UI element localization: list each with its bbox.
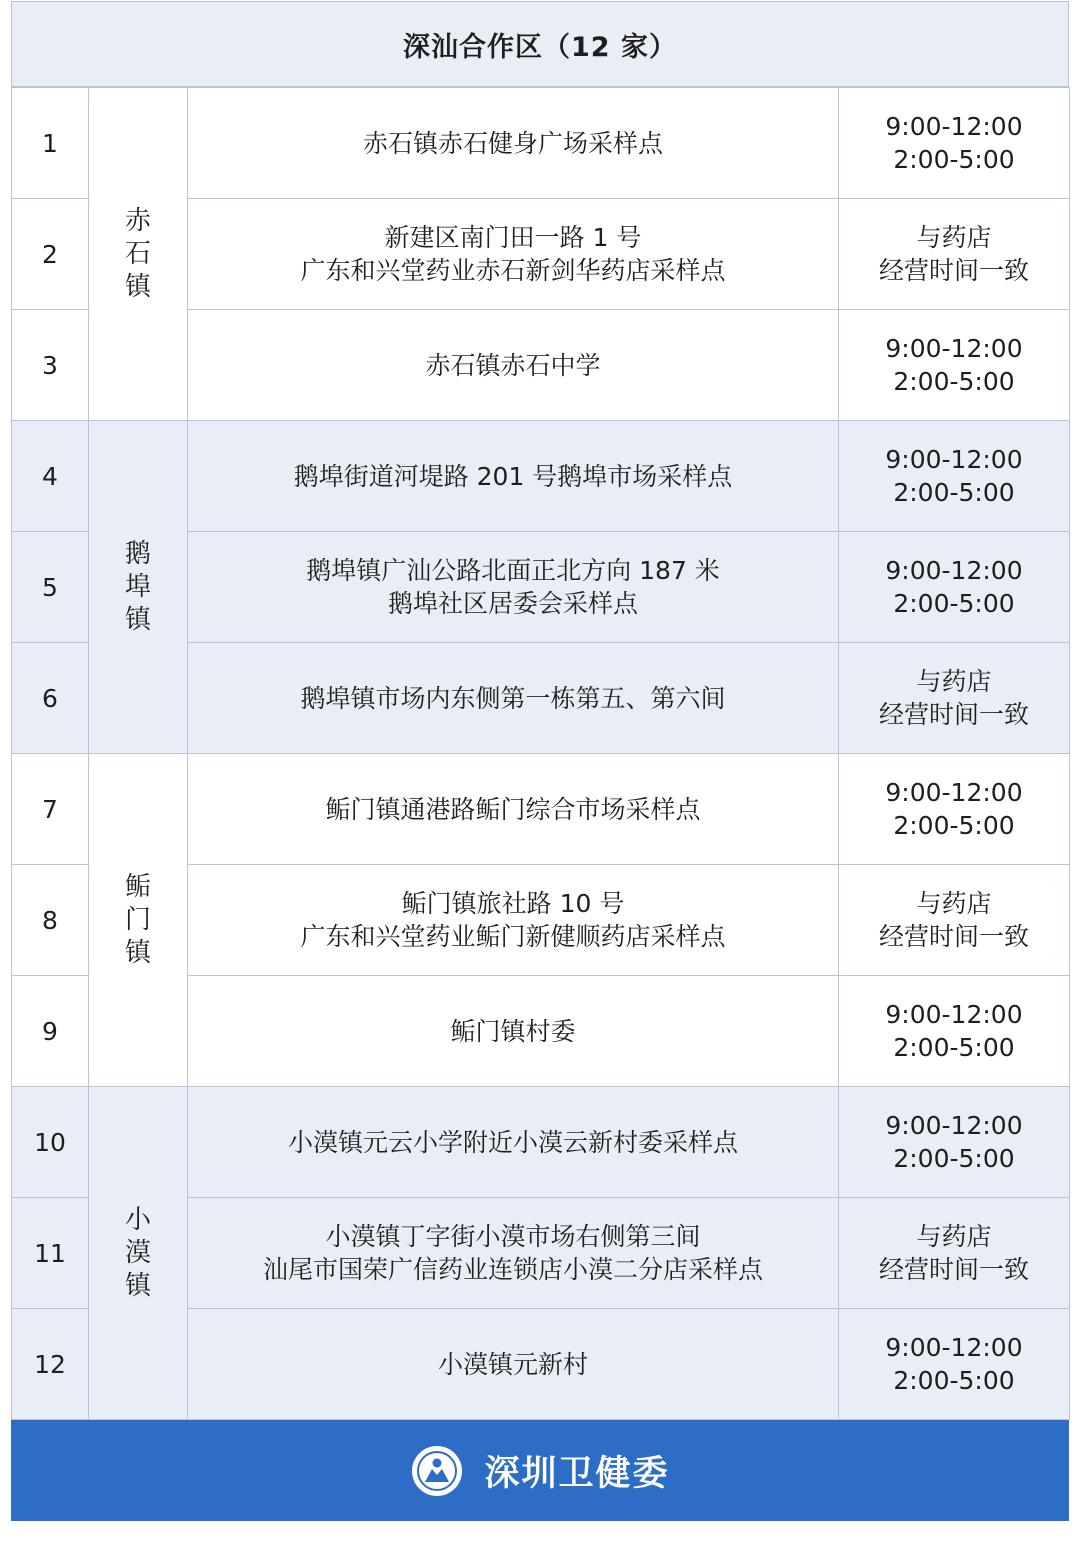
location-text: 小漠镇元云小学附近小漠云新村委采样点 bbox=[287, 1127, 738, 1157]
table-row bbox=[12, 1087, 1070, 1198]
location-text: 广东和兴堂药业赤石新剑华药店采样点 bbox=[300, 256, 726, 285]
town-label: 鹅埠镇 bbox=[124, 538, 151, 635]
hours-text: 与药店 bbox=[916, 667, 992, 696]
location-cell bbox=[188, 88, 839, 199]
table-body bbox=[12, 88, 1070, 1420]
row-number-cell: 6 bbox=[12, 643, 89, 754]
location-text: 鹅埠街道河堤路 201 号鹅埠市场采样点 bbox=[293, 461, 733, 491]
row-number-cell: 8 bbox=[12, 865, 89, 976]
location-text: 汕尾市国荣广信药业连锁店小漠二分店采样点 bbox=[262, 1255, 763, 1284]
hours-text: 经营时间一致 bbox=[878, 256, 1029, 285]
hours-text: 与药店 bbox=[916, 889, 992, 918]
location-cell bbox=[188, 310, 839, 421]
location-text: 鲘门镇旅社路 10 号 bbox=[401, 889, 625, 918]
hours-cell bbox=[839, 532, 1070, 643]
hours-text: 9:00-12:00 bbox=[885, 112, 1023, 141]
hours-text: 9:00-12:00 bbox=[885, 334, 1023, 363]
town-label: 赤石镇 bbox=[124, 205, 151, 302]
hours-text: 经营时间一致 bbox=[878, 922, 1029, 951]
sampling-sites-table-container bbox=[11, 1, 1069, 1521]
location-cell bbox=[188, 1198, 839, 1309]
hours-text: 2:00-5:00 bbox=[893, 811, 1015, 840]
row-number-cell: 2 bbox=[12, 199, 89, 310]
location-text: 赤石镇赤石健身广场采样点 bbox=[362, 128, 663, 158]
location-cell bbox=[188, 754, 839, 865]
hours-cell bbox=[839, 976, 1070, 1087]
hours-text: 2:00-5:00 bbox=[893, 1366, 1015, 1395]
table-title: 深汕合作区（12 家） bbox=[11, 1, 1069, 87]
hours-text: 2:00-5:00 bbox=[893, 478, 1015, 507]
town-cell bbox=[89, 754, 188, 1087]
town-cell bbox=[89, 1087, 188, 1420]
row-number-cell: 9 bbox=[12, 976, 89, 1087]
location-cell bbox=[188, 532, 839, 643]
row-number-cell: 11 bbox=[12, 1198, 89, 1309]
hours-text: 2:00-5:00 bbox=[893, 145, 1015, 174]
location-text: 小漠镇元新村 bbox=[437, 1349, 588, 1379]
table-row bbox=[12, 754, 1070, 865]
hours-cell bbox=[839, 421, 1070, 532]
hours-text: 经营时间一致 bbox=[878, 700, 1029, 729]
row-number-cell: 3 bbox=[12, 310, 89, 421]
hours-cell bbox=[839, 310, 1070, 421]
town-cell bbox=[89, 88, 188, 421]
hours-text: 9:00-12:00 bbox=[885, 1000, 1023, 1029]
location-cell bbox=[188, 199, 839, 310]
hours-cell bbox=[839, 1198, 1070, 1309]
location-cell bbox=[188, 865, 839, 976]
hours-text: 与药店 bbox=[916, 223, 992, 252]
hours-cell bbox=[839, 88, 1070, 199]
location-text: 小漠镇丁字街小漠市场右侧第三间 bbox=[325, 1222, 701, 1251]
location-text: 赤石镇赤石中学 bbox=[425, 350, 601, 380]
location-text: 鹅埠社区居委会采样点 bbox=[387, 589, 638, 618]
sampling-sites-table bbox=[11, 87, 1070, 1420]
location-cell bbox=[188, 1087, 839, 1198]
hours-text: 2:00-5:00 bbox=[893, 367, 1015, 396]
hours-text: 2:00-5:00 bbox=[893, 589, 1015, 618]
hours-cell bbox=[839, 643, 1070, 754]
location-text: 新建区南门田一路 1 号 bbox=[384, 223, 642, 252]
row-number-cell: 5 bbox=[12, 532, 89, 643]
location-cell bbox=[188, 643, 839, 754]
location-cell bbox=[188, 421, 839, 532]
location-text: 鲘门镇通港路鲘门综合市场采样点 bbox=[325, 794, 701, 824]
row-number-cell: 7 bbox=[12, 754, 89, 865]
town-label: 鲘门镇 bbox=[124, 871, 151, 968]
row-number-cell: 4 bbox=[12, 421, 89, 532]
szhc-emblem-icon bbox=[410, 1444, 464, 1498]
location-text: 广东和兴堂药业鲘门新健顺药店采样点 bbox=[300, 922, 726, 951]
location-text: 鹅埠镇广汕公路北面正北方向 187 米 bbox=[306, 556, 720, 585]
hours-text: 9:00-12:00 bbox=[885, 778, 1023, 807]
hours-text: 9:00-12:00 bbox=[885, 556, 1023, 585]
hours-text: 9:00-12:00 bbox=[885, 1333, 1023, 1362]
location-text: 鹅埠镇市场内东侧第一栋第五、第六间 bbox=[300, 683, 726, 713]
hours-text: 2:00-5:00 bbox=[893, 1144, 1015, 1173]
town-cell bbox=[89, 421, 188, 754]
table-row bbox=[12, 421, 1070, 532]
footer-banner bbox=[11, 1420, 1069, 1521]
hours-text: 与药店 bbox=[916, 1222, 992, 1251]
hours-text: 9:00-12:00 bbox=[885, 1111, 1023, 1140]
row-number-cell: 10 bbox=[12, 1087, 89, 1198]
row-number-cell: 12 bbox=[12, 1309, 89, 1420]
hours-cell bbox=[839, 199, 1070, 310]
hours-text: 9:00-12:00 bbox=[885, 445, 1023, 474]
location-text: 鲘门镇村委 bbox=[450, 1016, 576, 1046]
hours-cell bbox=[839, 754, 1070, 865]
location-cell bbox=[188, 1309, 839, 1420]
hours-text: 经营时间一致 bbox=[878, 1255, 1029, 1284]
hours-cell bbox=[839, 865, 1070, 976]
location-cell bbox=[188, 976, 839, 1087]
hours-cell bbox=[839, 1087, 1070, 1198]
footer-brand-text: 深圳卫健委 bbox=[484, 1453, 670, 1494]
row-number-cell: 1 bbox=[12, 88, 89, 199]
table-row bbox=[12, 88, 1070, 199]
hours-text: 2:00-5:00 bbox=[893, 1033, 1015, 1062]
hours-cell bbox=[839, 1309, 1070, 1420]
town-label: 小漠镇 bbox=[124, 1204, 151, 1301]
